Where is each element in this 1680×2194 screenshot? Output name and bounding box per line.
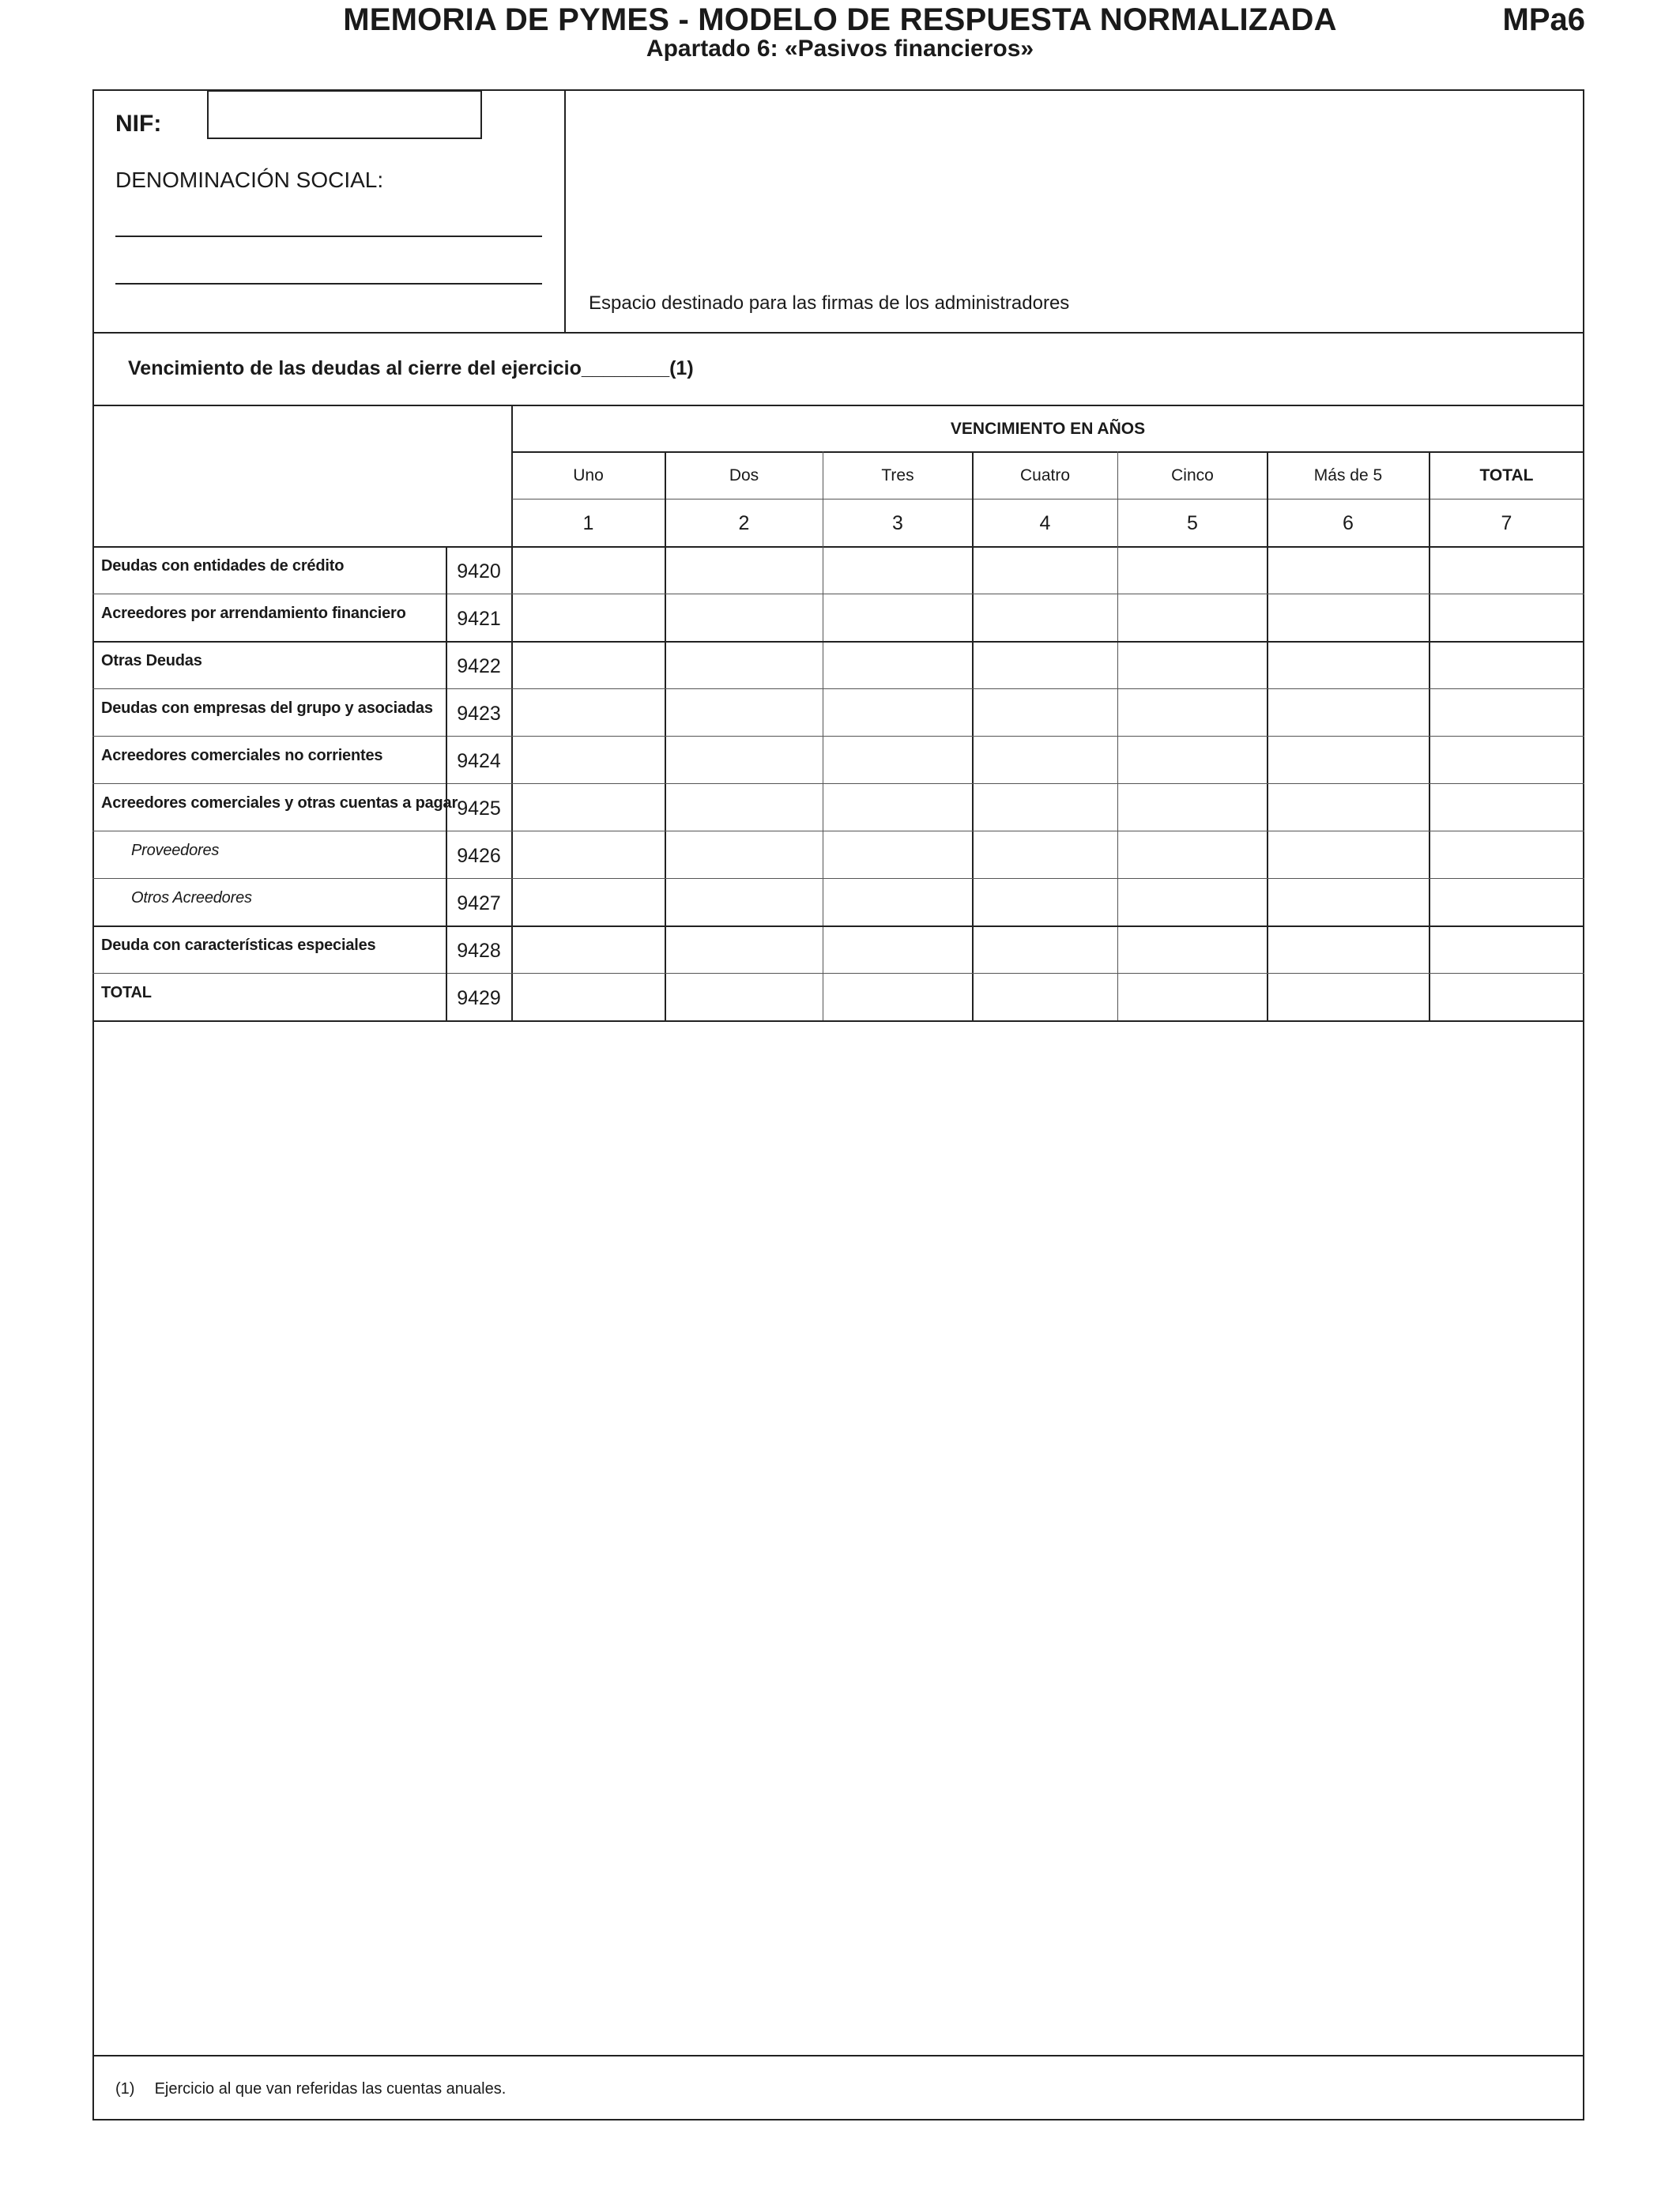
cell-9429-uno[interactable] bbox=[512, 974, 665, 1020]
cell-9421-cinco[interactable] bbox=[1118, 595, 1267, 641]
row-label: Deudas con empresas del grupo y asociadas bbox=[101, 699, 433, 717]
notes-area[interactable] bbox=[94, 1023, 1583, 2053]
cell-9424-dos[interactable] bbox=[665, 737, 823, 783]
row-code: 9425 bbox=[457, 797, 501, 820]
cell-9423-dos[interactable] bbox=[665, 690, 823, 736]
cell-9427-cinco[interactable] bbox=[1118, 880, 1267, 925]
cell-9422-tres[interactable] bbox=[823, 643, 972, 688]
col-number-2: 2 bbox=[738, 511, 750, 534]
cell-9421-total[interactable] bbox=[1430, 595, 1584, 641]
cell-9426-cinco[interactable] bbox=[1118, 832, 1267, 878]
col-number-7: 7 bbox=[1501, 511, 1512, 534]
cell-9428-mas-de-5[interactable] bbox=[1268, 927, 1429, 973]
cell-9420-cinco[interactable] bbox=[1118, 548, 1267, 594]
cell-9428-cinco[interactable] bbox=[1118, 927, 1267, 973]
cell-9423-mas-de-5[interactable] bbox=[1268, 690, 1429, 736]
cell-9429-dos[interactable] bbox=[665, 974, 823, 1020]
cell-9421-tres[interactable] bbox=[823, 595, 972, 641]
footnote-marker: (1) bbox=[115, 2080, 135, 2098]
col-header-dos: Dos bbox=[729, 466, 759, 484]
cell-9423-cuatro[interactable] bbox=[973, 690, 1117, 736]
col-header-cinco: Cinco bbox=[1171, 466, 1214, 484]
col-header-uno: Uno bbox=[573, 466, 604, 484]
col-number-1: 1 bbox=[582, 511, 594, 534]
signature-space-label: Espacio destinado para las firmas de los administradores bbox=[589, 292, 1070, 314]
cell-9428-total[interactable] bbox=[1430, 927, 1584, 973]
row-label: Acreedores por arrendamiento financiero bbox=[101, 605, 406, 622]
cell-9424-uno[interactable] bbox=[512, 737, 665, 783]
row-label: Acreedores comerciales y otras cuentas a pagar bbox=[101, 794, 458, 812]
cell-9427-tres[interactable] bbox=[823, 880, 972, 925]
cell-9427-cuatro[interactable] bbox=[973, 880, 1117, 925]
cell-9429-total[interactable] bbox=[1430, 974, 1584, 1020]
cell-9420-tres[interactable] bbox=[823, 548, 972, 594]
cell-9422-total[interactable] bbox=[1430, 643, 1584, 688]
cell-9425-tres[interactable] bbox=[823, 785, 972, 831]
cell-9428-tres[interactable] bbox=[823, 927, 972, 973]
cell-9425-total[interactable] bbox=[1430, 785, 1584, 831]
footnote-text: Ejercicio al que van referidas las cuentas anuales. bbox=[154, 2080, 507, 2098]
cell-9423-uno[interactable] bbox=[512, 690, 665, 736]
nif-input[interactable] bbox=[207, 90, 482, 139]
cell-9421-cuatro[interactable] bbox=[973, 595, 1117, 641]
cell-9424-cuatro[interactable] bbox=[973, 737, 1117, 783]
row-code: 9421 bbox=[457, 607, 501, 630]
cell-9420-mas-de-5[interactable] bbox=[1268, 548, 1429, 594]
cell-9422-uno[interactable] bbox=[512, 643, 665, 688]
cell-9424-tres[interactable] bbox=[823, 737, 972, 783]
row-label: Otras Deudas bbox=[101, 652, 202, 669]
nif-label: NIF: bbox=[115, 111, 162, 137]
row-rule bbox=[92, 973, 1584, 974]
cell-9426-tres[interactable] bbox=[823, 832, 972, 878]
cell-9424-mas-de-5[interactable] bbox=[1268, 737, 1429, 783]
section-top-rule bbox=[92, 332, 1584, 334]
denominacion-line-1[interactable] bbox=[115, 236, 542, 237]
row-code: 9428 bbox=[457, 939, 501, 962]
cell-9427-dos[interactable] bbox=[665, 880, 823, 925]
cell-9420-cuatro[interactable] bbox=[973, 548, 1117, 594]
cell-9425-mas-de-5[interactable] bbox=[1268, 785, 1429, 831]
cell-9425-dos[interactable] bbox=[665, 785, 823, 831]
cell-9429-cinco[interactable] bbox=[1118, 974, 1267, 1020]
cell-9427-uno[interactable] bbox=[512, 880, 665, 925]
cell-9422-mas-de-5[interactable] bbox=[1268, 643, 1429, 688]
cell-9429-tres[interactable] bbox=[823, 974, 972, 1020]
form-title: MEMORIA DE PYMES - MODELO DE RESPUESTA NORMALIZADA bbox=[343, 2, 1337, 37]
section-title: Vencimiento de las deudas al cierre del ejercicio________(1) bbox=[128, 357, 694, 379]
footnote bbox=[115, 2080, 506, 2098]
cell-9422-cuatro[interactable] bbox=[973, 643, 1117, 688]
cell-9424-total[interactable] bbox=[1430, 737, 1584, 783]
col-header-tres: Tres bbox=[881, 466, 914, 484]
cell-9426-uno[interactable] bbox=[512, 832, 665, 878]
row-code: 9427 bbox=[457, 892, 501, 914]
cell-9421-dos[interactable] bbox=[665, 595, 823, 641]
cell-9420-uno[interactable] bbox=[512, 548, 665, 594]
cell-9423-tres[interactable] bbox=[823, 690, 972, 736]
row-rule bbox=[92, 688, 1584, 689]
row-label: Acreedores comerciales no corrientes bbox=[101, 747, 383, 764]
cell-9426-cuatro[interactable] bbox=[973, 832, 1117, 878]
row-label: Proveedores bbox=[131, 842, 220, 859]
row-label: Deuda con características especiales bbox=[101, 937, 376, 954]
table-bottom-rule bbox=[92, 1020, 1584, 1022]
row-label: TOTAL bbox=[101, 984, 152, 1001]
row-rule bbox=[92, 783, 1584, 784]
row-code: 9424 bbox=[457, 749, 501, 772]
denominacion-label: DENOMINACIÓN SOCIAL: bbox=[115, 168, 384, 192]
row-label: Otros Acreedores bbox=[131, 889, 252, 907]
cell-9426-mas-de-5[interactable] bbox=[1268, 832, 1429, 878]
col-number-3: 3 bbox=[892, 511, 903, 534]
cell-9424-cinco[interactable] bbox=[1118, 737, 1267, 783]
cell-9426-total[interactable] bbox=[1430, 832, 1584, 878]
denominacion-line-2[interactable] bbox=[115, 283, 542, 285]
col-number-6: 6 bbox=[1343, 511, 1354, 534]
vencimiento-header: VENCIMIENTO EN AÑOS bbox=[950, 420, 1146, 438]
cell-9428-uno[interactable] bbox=[512, 927, 665, 973]
cell-9422-dos[interactable] bbox=[665, 643, 823, 688]
row-rule bbox=[92, 878, 1584, 879]
cell-9428-cuatro[interactable] bbox=[973, 927, 1117, 973]
col-header-cuatro: Cuatro bbox=[1019, 466, 1071, 484]
col-number-5: 5 bbox=[1187, 511, 1198, 534]
form-code: MPa6 bbox=[1502, 2, 1585, 37]
signature-area[interactable] bbox=[566, 90, 1583, 280]
code-column-divider bbox=[446, 546, 447, 1021]
cell-9422-cinco[interactable] bbox=[1118, 643, 1267, 688]
row-code: 9422 bbox=[457, 654, 501, 677]
cell-9429-cuatro[interactable] bbox=[973, 974, 1117, 1020]
cell-9427-total[interactable] bbox=[1430, 880, 1584, 925]
cell-9423-cinco[interactable] bbox=[1118, 690, 1267, 736]
row-code: 9423 bbox=[457, 702, 501, 725]
cell-9429-mas-de-5[interactable] bbox=[1268, 974, 1429, 1020]
cell-9423-total[interactable] bbox=[1430, 690, 1584, 736]
cell-9420-total[interactable] bbox=[1430, 548, 1584, 594]
row-code: 9426 bbox=[457, 844, 501, 867]
footnote-rule bbox=[92, 2055, 1584, 2056]
cell-9421-mas-de-5[interactable] bbox=[1268, 595, 1429, 641]
nif-value bbox=[209, 92, 480, 114]
col-header-total: TOTAL bbox=[1479, 466, 1534, 484]
cell-9425-cinco[interactable] bbox=[1118, 785, 1267, 831]
row-label: Deudas con entidades de crédito bbox=[101, 557, 345, 575]
cell-9420-dos[interactable] bbox=[665, 548, 823, 594]
cell-9428-dos[interactable] bbox=[665, 927, 823, 973]
col-number-4: 4 bbox=[1039, 511, 1051, 534]
cell-9421-uno[interactable] bbox=[512, 595, 665, 641]
cell-9425-cuatro[interactable] bbox=[973, 785, 1117, 831]
row-rule bbox=[92, 736, 1584, 737]
col-header-mas-de-5: Más de 5 bbox=[1313, 466, 1383, 484]
cell-9427-mas-de-5[interactable] bbox=[1268, 880, 1429, 925]
form-subtitle: Apartado 6: «Pasivos financieros» bbox=[646, 36, 1034, 62]
row-code: 9429 bbox=[457, 986, 501, 1009]
cell-9425-uno[interactable] bbox=[512, 785, 665, 831]
cell-9426-dos[interactable] bbox=[665, 832, 823, 878]
row-code: 9420 bbox=[457, 560, 501, 582]
